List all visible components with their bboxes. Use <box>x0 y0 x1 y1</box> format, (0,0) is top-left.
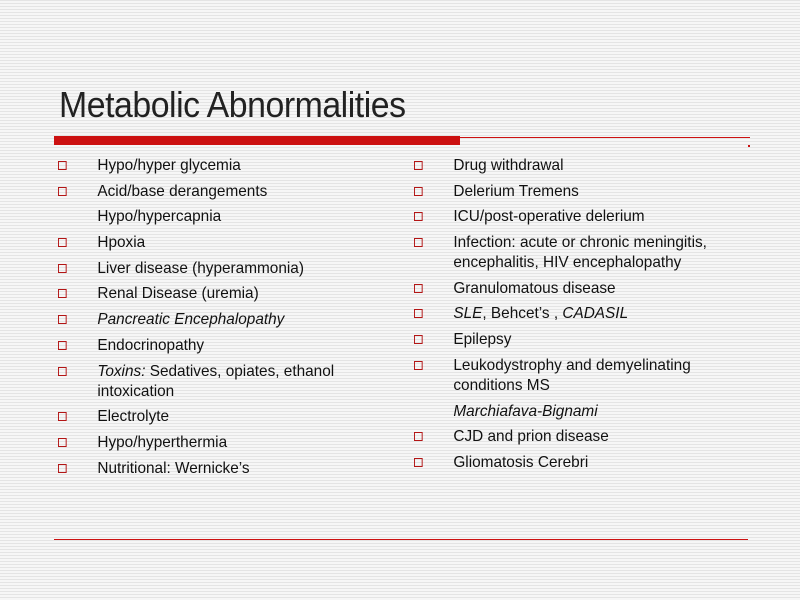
item-text: Delerium Tremens <box>453 182 579 200</box>
item-text: Infection: acute or chronic meningitis, encephalitis, HIV encephalopathy <box>453 234 707 272</box>
item-text: Endocrinopathy <box>97 336 205 354</box>
item-text: Granulomatous disease <box>453 279 616 297</box>
square-bullet-icon <box>414 187 423 196</box>
item-text: Marchiafava-Bignami <box>453 402 598 420</box>
item-text: , Behcet’s , <box>482 305 563 323</box>
list-item <box>58 310 365 330</box>
list-item <box>58 259 365 279</box>
square-bullet-icon <box>414 335 423 344</box>
list-item <box>414 427 752 447</box>
item-text: Hypo/hyper glycemia <box>97 157 241 174</box>
square-bullet-icon <box>58 315 67 324</box>
square-bullet-icon <box>58 264 67 273</box>
list-item <box>58 284 365 304</box>
square-bullet-icon <box>58 187 67 196</box>
item-text: Hpoxia <box>97 234 146 252</box>
item-text: Drug withdrawal <box>453 157 564 174</box>
list-item <box>414 156 752 176</box>
square-bullet-icon <box>58 438 67 447</box>
item-text: ICU/post-operative delerium <box>453 208 645 226</box>
item-text: Nutritional: Wernicke’s <box>97 459 250 477</box>
right-bullet-list <box>414 156 766 479</box>
list-item <box>414 330 752 350</box>
item-italic-prefix: Toxins: <box>97 362 146 380</box>
square-bullet-icon <box>58 289 67 298</box>
list-item <box>58 336 365 356</box>
item-text: Hypo/hyperthermia <box>97 433 228 451</box>
list-item <box>58 233 365 253</box>
square-bullet-icon <box>58 464 67 473</box>
item-text: Leukodystrophy and demyelinating conditions MS <box>453 356 691 394</box>
list-item <box>58 156 365 176</box>
list-item <box>58 433 365 453</box>
list-item <box>414 233 752 273</box>
title-underline-thick <box>54 136 460 145</box>
square-bullet-icon <box>414 161 423 170</box>
list-item <box>58 362 365 402</box>
item-italic-suffix: CADASIL <box>562 305 629 323</box>
square-bullet-icon <box>58 412 67 421</box>
list-item <box>414 207 752 227</box>
item-text: Electrolyte <box>97 408 170 426</box>
square-bullet-icon <box>414 284 423 293</box>
slide-title: Metabolic Abnormalities <box>59 84 406 125</box>
item-text: Renal Disease (uremia) <box>97 285 259 303</box>
square-bullet-icon <box>414 238 423 247</box>
square-bullet-icon <box>414 361 423 370</box>
footer-divider <box>54 539 748 540</box>
square-bullet-icon <box>414 212 423 221</box>
item-italic-prefix: SLE <box>453 305 483 323</box>
item-text: Acid/base derangements <box>97 182 268 200</box>
list-item <box>58 207 365 227</box>
list-item <box>414 304 752 324</box>
list-item <box>414 453 752 473</box>
list-item <box>414 279 752 299</box>
item-text: Liver disease (hyperammonia) <box>97 259 304 277</box>
square-bullet-icon <box>58 341 67 350</box>
list-item <box>58 407 365 427</box>
title-underline-tick <box>748 145 750 147</box>
square-bullet-icon <box>58 161 67 170</box>
item-text: CJD and prion disease <box>453 428 609 446</box>
list-item <box>58 459 365 479</box>
item-text: Epilepsy <box>453 331 512 349</box>
item-text: Gliomatosis Cerebri <box>453 453 589 471</box>
item-text: Pancreatic Encephalopathy <box>97 311 285 329</box>
list-item <box>414 356 752 396</box>
left-bullet-list <box>58 156 378 484</box>
list-item <box>58 182 365 202</box>
square-bullet-icon <box>58 367 67 376</box>
item-text: Hypo/hypercapnia <box>97 208 222 226</box>
square-bullet-icon <box>58 238 67 247</box>
square-bullet-icon <box>414 309 423 318</box>
item-text: Sedatives, opiates, ethanol intoxication <box>97 362 335 400</box>
list-item <box>414 182 752 202</box>
list-item <box>414 402 752 422</box>
square-bullet-icon <box>414 458 423 467</box>
square-bullet-icon <box>414 432 423 441</box>
title-underline-thin <box>460 137 750 138</box>
